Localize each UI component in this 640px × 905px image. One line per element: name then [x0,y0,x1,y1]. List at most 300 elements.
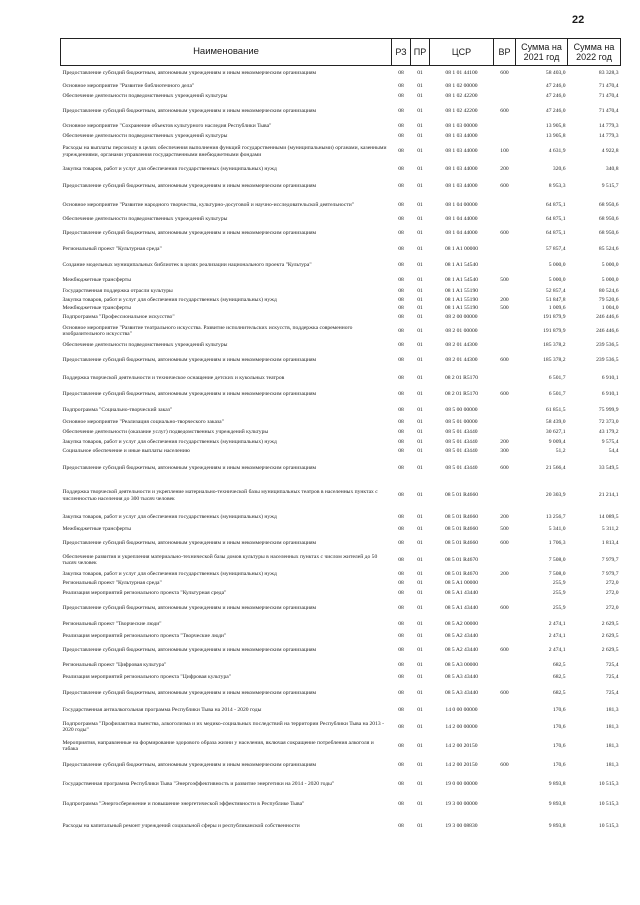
row-name: Подпрограмма "Социально-творческий заказ" [62,407,173,414]
row-pr: 01 [417,589,423,596]
header-rz: РЗ [392,39,411,66]
row-pr: 01 [417,674,423,681]
row-pr: 01 [417,822,423,829]
row-sum-2022: 246 446,6 [596,314,619,321]
row-pr: 01 [417,761,423,768]
row-sum-2022: 68 950,6 [598,201,619,208]
row-vr [494,371,516,386]
row-csr: 08 1 02 42200 [445,107,478,114]
row-vr: 600 [500,761,509,768]
row-csr: 19 3 00 08830 [445,822,478,829]
table-row [61,619,621,631]
row-pr: 01 [417,801,423,808]
row-name: Обеспечение деятельности подведомственных учреждений культуры [62,216,228,223]
row-vr: 200 [500,166,509,173]
table-row [61,215,621,225]
row-name: Закупка товаров, работ и услуг для обеспечения государственных (муниципальных) нужд [62,513,277,520]
row-sum-2022: 79 520,6 [598,296,619,303]
row-sum-2021: 58 439,0 [545,419,566,426]
row-csr: 08 5 01 R4660 [444,492,479,499]
row-csr: 14 2 00 20150 [445,742,478,749]
row-pr: 01 [417,570,423,577]
row-csr: 08 5 A2 00000 [444,621,479,628]
row-name: Предоставление субсидий бюджетным, автономным учреждениям и иным некоммерческим организациям [62,604,317,611]
row-vr [494,196,516,215]
row-csr: 14 0 00 00000 [445,707,478,714]
row-vr [494,579,516,589]
row-csr: 14 2 00 20150 [445,761,478,768]
row-name: Предоставление субсидий бюджетным, автономным учреждениям и иным некоммерческим организациям [62,539,317,546]
table-row [61,815,621,838]
row-pr: 01 [417,723,423,730]
table-row [61,257,621,274]
row-pr: 01 [417,216,423,223]
row-pr: 01 [417,448,423,455]
row-name: Предоставление субсидий бюджетным, автономным учреждениям и иным некоммерческим организациям [62,391,317,398]
row-sum-2022: 181,3 [605,742,619,749]
table-row [61,132,621,141]
row-sum-2021: 52 857,4 [545,287,566,294]
row-sum-2022: 83 328,3 [598,70,619,77]
row-sum-2021: 170,6 [552,723,566,730]
row-rz: 08 [398,632,404,639]
row-sum-2022: 272,0 [605,604,619,611]
table-row [61,795,621,815]
row-name: Государственная программа Республики Тыва "Энергоэффективность и развитие энергетики на 2014 - 2020 годы" [62,781,335,788]
row-vr [494,672,516,684]
row-vr [494,795,516,815]
row-pr: 01 [417,525,423,532]
row-name: Региональный проект "Культурная среда" [62,245,162,252]
row-vr: 600 [500,539,509,546]
row-name: Обеспечение деятельности (оказание услуг) подведомственных учреждений культуры [62,429,269,436]
row-name: Государственная антиалкогольная программа Республики Тыва на 2014 - 2020 годы [62,707,262,714]
row-rz: 08 [398,166,404,173]
row-sum-2022: 239 536,5 [596,341,619,348]
row-name: Основное мероприятие "Развитие народного творчества, культурно-досуговой и научно-исследовательской деятельности" [62,201,355,208]
row-rz: 08 [398,580,404,587]
row-sum-2022: 725,4 [605,662,619,669]
row-name: Обеспечение деятельности подведомственных учреждений культуры [62,132,228,139]
row-name: Предоставление субсидий бюджетным, автономным учреждениям и иным некоммерческим организациям [62,229,317,236]
row-rz: 08 [398,662,404,669]
row-sum-2022: 725,4 [605,674,619,681]
row-sum-2021: 2 474,1 [548,647,566,654]
row-sum-2022: 5 000,0 [601,261,619,268]
row-sum-2022: 75 999,9 [598,407,619,414]
table-row [61,296,621,305]
table-row [61,480,621,512]
row-csr: 14 2 00 00000 [445,723,478,730]
row-rz: 08 [398,589,404,596]
row-vr [494,428,516,438]
row-pr: 01 [417,539,423,546]
row-csr: 08 5 01 R4660 [444,539,479,546]
row-rz: 08 [398,464,404,471]
table-row [61,177,621,196]
row-pr: 01 [417,357,423,364]
row-name: Региональный проект "Цифровая культура" [62,662,167,669]
row-sum-2021: 170,6 [552,761,566,768]
row-csr: 08 1 03 44000 [445,148,478,155]
row-name: Подпрограмма "Энергосбережение и повышение энергетической эффективности в Республике Тыва" [62,801,305,808]
row-pr: 01 [417,690,423,697]
row-rz: 08 [398,761,404,768]
row-csr: 08 5 01 00000 [445,419,478,426]
row-name: Поддержка творческой деятельности и техническое оснащение детских и кукольных театров [62,374,285,381]
table-row [61,351,621,371]
row-rz: 08 [398,216,404,223]
row-pr: 01 [417,662,423,669]
row-rz: 08 [398,245,404,252]
row-rz: 08 [398,132,404,139]
row-name: Предоставление субсидий бюджетным, автономным учреждениям и иным некоммерческим организациям [62,182,317,189]
row-sum-2022: 181,3 [605,761,619,768]
row-rz: 08 [398,742,404,749]
row-pr: 01 [417,604,423,611]
table-row [61,672,621,684]
row-sum-2021: 191 879,9 [543,314,566,321]
table-row [61,579,621,589]
table-row [61,305,621,313]
table-row [61,570,621,579]
row-pr: 01 [417,166,423,173]
row-sum-2022: 340,8 [605,166,619,173]
row-sum-2022: 10 515,3 [598,822,619,829]
budget-table [60,38,621,838]
table-row [61,81,621,92]
row-csr: 19 0 00 00000 [445,781,478,788]
row-vr: 600 [500,70,509,77]
row-name: Поддержка творческой деятельности и укрепление материально-технической базы муниципальных театров в населенных пунктах с численностью населения до 300 тысяч человек [62,489,378,502]
row-sum-2021: 20 303,9 [545,492,566,499]
row-name: Обеспечение деятельности подведомственных учреждений культуры [62,93,228,100]
row-rz: 08 [398,148,404,155]
row-rz: 08 [398,122,404,129]
row-vr [494,404,516,418]
table-row [61,551,621,570]
row-rz: 08 [398,801,404,808]
row-sum-2021: 5 341,0 [548,525,566,532]
row-csr: 08 5 01 43440 [445,438,478,445]
table-row [61,598,621,619]
row-csr: 08 5 01 R4670 [444,570,479,577]
row-vr [494,480,516,512]
row-pr: 01 [417,70,423,77]
row-rz: 08 [398,314,404,321]
row-name: Региональный проект "Культурная среда" [62,580,162,587]
row-sum-2021: 320,6 [552,166,566,173]
row-vr: 600 [500,357,509,364]
row-vr [494,92,516,102]
row-name: Закупка товаров, работ и услуг для обеспечения государственных (муниципальных) нужд [62,570,277,577]
row-sum-2022: 1 004,0 [601,305,619,312]
row-vr: 600 [500,690,509,697]
row-vr [494,704,516,718]
row-vr: 600 [500,604,509,611]
row-name: Предоставление субсидий бюджетным, автономным учреждениям и иным некоммерческим организациям [62,70,317,77]
row-csr: 08 1 03 44000 [445,132,478,139]
table-row [61,642,621,660]
table-row [61,447,621,457]
row-sum-2021: 9 009,4 [548,438,566,445]
row-sum-2021: 191 879,9 [543,327,566,334]
row-rz: 08 [398,723,404,730]
row-name: Расходы на капитальный ремонт учреждений социальной сферы и республиканской собственности [62,822,300,829]
row-rz: 08 [398,707,404,714]
row-csr: 08 2 01 44300 [445,357,478,364]
row-csr: 08 2 01 00000 [445,327,478,334]
table-row [61,242,621,257]
table-row [61,589,621,598]
row-sum-2022: 71 470,4 [598,93,619,100]
row-csr: 08 1 A1 54540 [444,261,479,268]
row-vr [494,242,516,257]
row-sum-2021: 30 627,1 [545,429,566,436]
row-sum-2021: 8 953,3 [548,182,566,189]
row-pr: 01 [417,93,423,100]
row-pr: 01 [417,707,423,714]
row-csr: 08 1 03 44000 [445,166,478,173]
row-rz: 08 [398,201,404,208]
row-pr: 01 [417,122,423,129]
row-sum-2021: 682,5 [552,674,566,681]
header-pr: ПР [411,39,430,66]
row-rz: 08 [398,570,404,577]
row-pr: 01 [417,341,423,348]
row-sum-2022: 725,4 [605,690,619,697]
row-pr: 01 [417,82,423,89]
row-sum-2022: 9 575,4 [601,438,619,445]
row-vr [494,215,516,225]
row-pr: 01 [417,287,423,294]
row-rz: 08 [398,341,404,348]
row-sum-2021: 64 875,1 [545,201,566,208]
row-sum-2022: 80 524,6 [598,287,619,294]
row-sum-2021: 5 000,0 [548,276,566,283]
row-vr [494,660,516,672]
row-csr: 08 2 00 00000 [445,314,478,321]
row-csr: 08 1 02 00000 [445,82,478,89]
row-rz: 08 [398,287,404,294]
row-pr: 01 [417,229,423,236]
row-csr: 08 5 A1 00000 [444,580,479,587]
row-csr: 08 1 04 44000 [445,229,478,236]
row-sum-2021: 170,6 [552,707,566,714]
row-sum-2022: 14 779,3 [598,132,619,139]
row-sum-2022: 85 524,6 [598,245,619,252]
row-vr [494,340,516,351]
row-rz: 08 [398,93,404,100]
table-row [61,737,621,756]
row-vr [494,313,516,323]
row-sum-2022: 5 000,0 [601,276,619,283]
row-vr [494,132,516,141]
row-sum-2022: 54,4 [608,448,619,455]
row-rz: 08 [398,296,404,303]
table-row [61,775,621,795]
row-sum-2021: 13 905,8 [545,122,566,129]
table-row [61,457,621,480]
row-sum-2022: 68 950,6 [598,216,619,223]
row-csr: 08 1 03 00000 [445,122,478,129]
row-rz: 08 [398,182,404,189]
row-rz: 08 [398,448,404,455]
row-sum-2022: 1 813,4 [601,539,619,546]
row-sum-2021: 61 851,5 [545,407,566,414]
row-pr: 01 [417,419,423,426]
table-row [61,660,621,672]
row-pr: 01 [417,647,423,654]
row-name: Основное мероприятие "Реализация социально-творческого заказа" [62,419,224,426]
row-sum-2021: 7 508,0 [548,570,566,577]
row-sum-2021: 9 893,8 [548,801,566,808]
row-name: Предоставление субсидий бюджетным, автономным учреждениям и иным некоммерческим организациям [62,690,317,697]
row-rz: 08 [398,781,404,788]
row-name: Предоставление субсидий бюджетным, автономным учреждениям и иным некоммерческим организациям [62,647,317,654]
row-pr: 01 [417,492,423,499]
row-csr: 08 5 A2 43440 [444,647,479,654]
row-rz: 08 [398,822,404,829]
row-sum-2022: 10 515,3 [598,801,619,808]
row-name: Основное мероприятие "Развитие библиотечного дела" [62,82,195,89]
row-sum-2021: 13 256,7 [545,513,566,520]
row-name: Мероприятия, направленные на формирование здорового образа жизни у населения, включая сокращение потребления алкоголя и табака [62,739,374,752]
row-sum-2022: 239 536,5 [596,357,619,364]
row-pr: 01 [417,148,423,155]
row-sum-2022: 2 629,5 [601,647,619,654]
row-pr: 01 [417,580,423,587]
row-csr: 08 1 01 44100 [445,70,478,77]
row-name: Межбюджетные трансферты [62,525,131,532]
row-sum-2022: 4 922,8 [601,148,619,155]
row-sum-2022: 5 311,2 [601,525,619,532]
table-row [61,313,621,323]
row-sum-2022: 7 979,7 [601,570,619,577]
row-sum-2021: 682,5 [552,690,566,697]
header-sum-2021: Сумма на 2021 год [516,39,568,66]
row-sum-2022: 272,0 [605,580,619,587]
row-pr: 01 [417,314,423,321]
row-csr: 08 1 02 42200 [445,93,478,100]
row-name: Государственная поддержка отрасли культуры [62,287,173,294]
row-sum-2021: 255,9 [552,580,566,587]
row-vr: 600 [500,229,509,236]
table-row [61,684,621,704]
table-row [61,196,621,215]
row-sum-2022: 72 373,0 [598,419,619,426]
row-vr [494,775,516,795]
row-pr: 01 [417,182,423,189]
row-sum-2021: 185 378,2 [543,341,566,348]
row-pr: 01 [417,429,423,436]
row-pr: 01 [417,374,423,381]
row-sum-2021: 185 378,2 [543,357,566,364]
row-sum-2022: 68 950,6 [598,229,619,236]
row-csr: 08 5 A2 43440 [444,632,479,639]
row-vr: 200 [500,438,509,445]
row-sum-2021: 4 631,9 [548,148,566,155]
row-csr: 08 1 A1 55190 [444,287,479,294]
row-csr: 08 1 A1 55190 [444,305,479,312]
row-csr: 08 1 A1 55190 [444,296,479,303]
row-name: Обеспечение деятельности подведомственных учреждений культуры [62,341,228,348]
table-row [61,287,621,296]
row-pr: 01 [417,276,423,283]
row-sum-2022: 181,3 [605,707,619,714]
row-pr: 01 [417,556,423,563]
row-pr: 01 [417,742,423,749]
row-name: Межбюджетные трансферты [62,276,131,283]
row-pr: 01 [417,621,423,628]
row-sum-2021: 6 501,7 [548,391,566,398]
row-rz: 08 [398,391,404,398]
table-row [61,404,621,418]
row-vr: 600 [500,391,509,398]
table-row [61,418,621,428]
row-sum-2022: 2 629,5 [601,621,619,628]
row-csr: 08 2 01 R5170 [444,374,479,381]
row-name: Закупка товаров, работ и услуг для обеспечения государственных (муниципальных) нужд [62,438,277,445]
row-vr [494,418,516,428]
row-name: Предоставление субсидий бюджетным, автономным учреждениям и иным некоммерческим организациям [62,357,317,364]
row-sum-2021: 2 474,1 [548,632,566,639]
row-name: Региональный проект "Творческие люди" [62,621,162,628]
row-sum-2021: 5 000,0 [548,261,566,268]
row-csr: 08 5 01 R4670 [444,556,479,563]
row-vr: 200 [500,296,509,303]
row-name: Обеспечение развития и укрепления материально-технической базы домов культуры в населенных пунктах с числом жителей до 50 тысяч человек [62,553,378,566]
row-csr: 08 5 A3 43440 [444,690,479,697]
row-rz: 08 [398,229,404,236]
row-sum-2021: 170,6 [552,742,566,749]
table-row [61,340,621,351]
row-pr: 01 [417,107,423,114]
table-body [61,66,621,838]
page-number: 22 [572,14,585,26]
header-sum-2022: Сумма на 2022 год [568,39,621,66]
table-row [61,512,621,523]
row-name: Подпрограмма "Профилактика пьянства, алкоголизма и их медико-социальных последствий на территории Республики Тыва на 2013 - 2020 годы" [62,720,384,733]
row-vr: 200 [500,513,509,520]
row-csr: 08 5 A3 43440 [444,674,479,681]
row-csr: 08 5 01 R4660 [444,525,479,532]
row-sum-2022: 43 179,2 [598,429,619,436]
row-sum-2021: 47 246,0 [545,93,566,100]
row-name: Межбюджетные трансферты [62,305,131,312]
row-sum-2021: 57 857,4 [545,245,566,252]
row-vr: 500 [500,276,509,283]
row-vr [494,631,516,642]
row-pr: 01 [417,632,423,639]
row-name: Подпрограмма "Профессиональное искусство" [62,314,175,321]
row-rz: 08 [398,674,404,681]
row-sum-2021: 51,2 [555,448,566,455]
row-sum-2022: 181,3 [605,723,619,730]
header-csr: ЦСР [430,39,494,66]
row-csr: 08 1 A1 54540 [444,276,479,283]
table-row [61,141,621,163]
row-vr: 100 [500,148,509,155]
row-sum-2021: 9 893,8 [548,822,566,829]
row-rz: 08 [398,513,404,520]
row-vr [494,287,516,296]
row-sum-2021: 2 474,1 [548,621,566,628]
row-name: Реализация мероприятий регионального проекта "Творческие люди" [62,632,227,639]
row-csr: 08 5 01 43440 [445,464,478,471]
row-rz: 08 [398,107,404,114]
row-rz: 08 [398,647,404,654]
